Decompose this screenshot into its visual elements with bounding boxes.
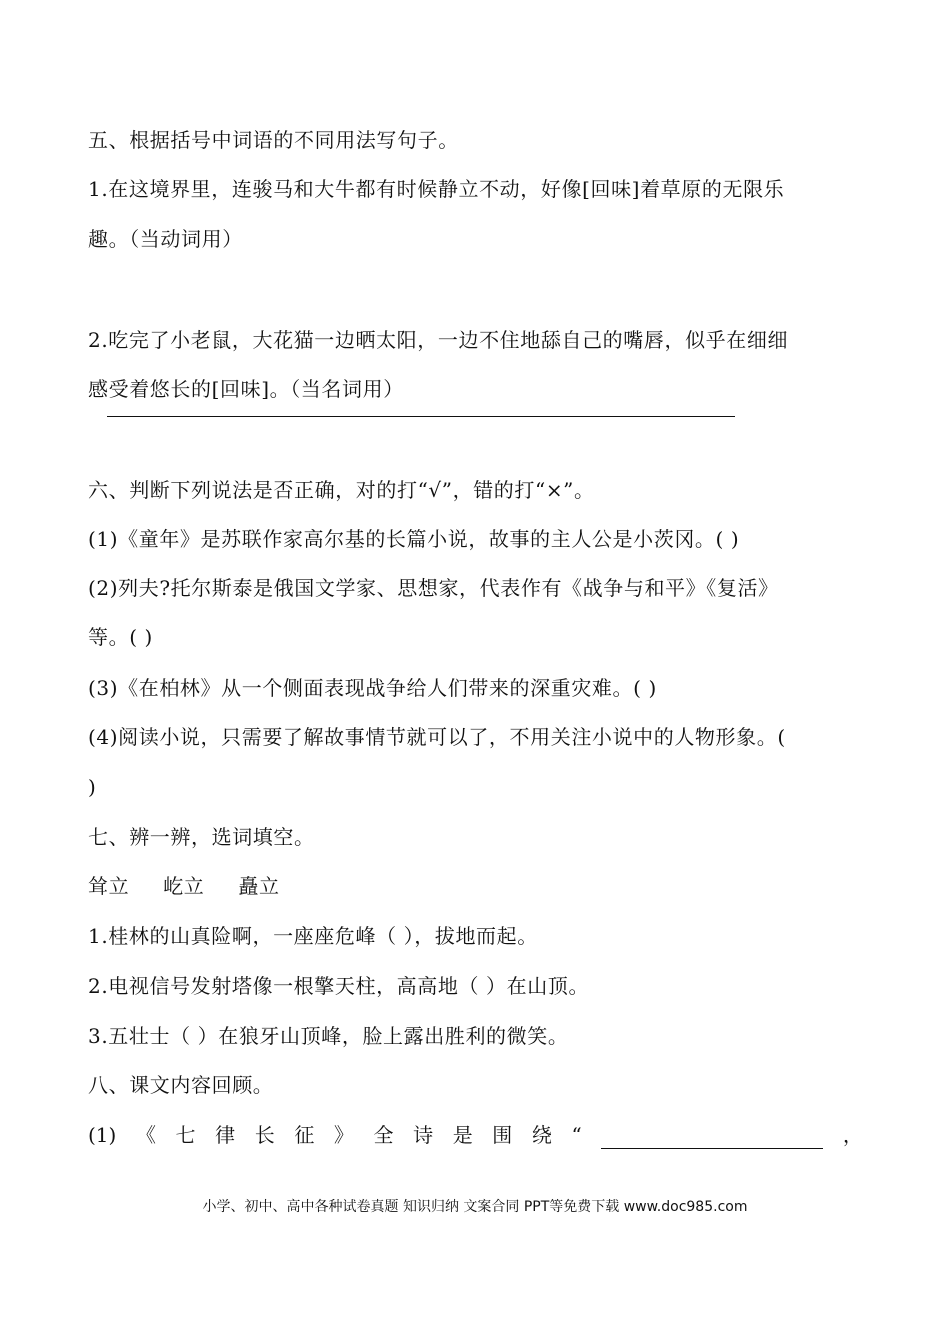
section-6-item-2-line2: 等。( ) — [88, 625, 153, 649]
section-7-q2: 2.电视信号发射塔像一根擎天柱，高高地（ ）在山顶。 — [88, 974, 590, 998]
q1-part: 《 — [135, 1123, 156, 1147]
q1-part: 全 — [373, 1123, 394, 1147]
section-7-q1: 1.桂林的山真险啊，一座座危峰（ ），拔地而起。 — [88, 924, 538, 948]
q1-part: 律 — [215, 1123, 236, 1147]
section-5-q1-line1: 1.在这境界里，连骏马和大牛都有时候静立不动，好像[回味]着草原的无限乐 — [88, 177, 785, 201]
q1-part: 》 — [333, 1123, 354, 1147]
q1-part: 诗 — [413, 1123, 434, 1147]
q1-end: ， — [842, 1123, 863, 1147]
section-6-item-2-line1: (2)列夫?托尔斯泰是俄国文学家、思想家，代表作有《战争与和平》《复活》 — [88, 576, 779, 600]
section-5-q2-line2: 感受着悠长的[回味]。（当名词用） — [88, 377, 404, 401]
section-7-word-bank — [88, 872, 280, 900]
fill-in-blank[interactable] — [601, 1128, 823, 1149]
section-6-heading: 六、判断下列说法是否正确，对的打“√”，错的打“×”。 — [88, 478, 595, 502]
section-7-q3: 3.五壮士（ ）在狼牙山顶峰，脸上露出胜利的微笑。 — [88, 1024, 569, 1048]
section-6-item-1: (1)《童年》是苏联作家高尔基的长篇小说，故事的主人公是小茨冈。( ) — [88, 527, 740, 551]
page-footer: 小学、初中、高中各种试卷真题 知识归纳 文案合同 PPT等免费下载 www.doc985.com — [202, 1199, 748, 1215]
q1-part: “ — [571, 1123, 582, 1147]
answer-line — [107, 416, 735, 417]
section-8-heading: 八、课文内容回顾。 — [88, 1073, 274, 1097]
section-8-q1 — [88, 1121, 863, 1149]
q1-part: 围 — [492, 1123, 513, 1147]
word-option: 矗立 — [238, 874, 280, 898]
q1-part: 征 — [294, 1123, 315, 1147]
section-6-item-4-line2: ) — [88, 775, 97, 799]
word-option: 屹立 — [163, 874, 205, 898]
section-6-item-3: (3)《在柏林》从一个侧面表现战争给人们带来的深重灾难。( ) — [88, 676, 657, 700]
q1-part: 绕 — [531, 1123, 552, 1147]
section-7-heading: 七、辨一辨，选词填空。 — [88, 825, 315, 849]
q1-part: 长 — [254, 1123, 275, 1147]
section-5-q1-line2: 趣。（当动词用） — [88, 227, 243, 251]
q1-part: 七 — [175, 1123, 196, 1147]
section-6-item-4-line1: (4)阅读小说，只需要了解故事情节就可以了，不用关注小说中的人物形象。( — [88, 725, 786, 749]
q1-part: (1) — [88, 1123, 117, 1147]
q1-part: 是 — [452, 1123, 473, 1147]
section-5-q2-line1: 2.吃完了小老鼠，大花猫一边晒太阳，一边不住地舔自己的嘴唇，似乎在细细 — [88, 328, 789, 352]
section-5-heading: 五、根据括号中词语的不同用法写句子。 — [88, 128, 459, 152]
word-option: 耸立 — [88, 874, 130, 898]
